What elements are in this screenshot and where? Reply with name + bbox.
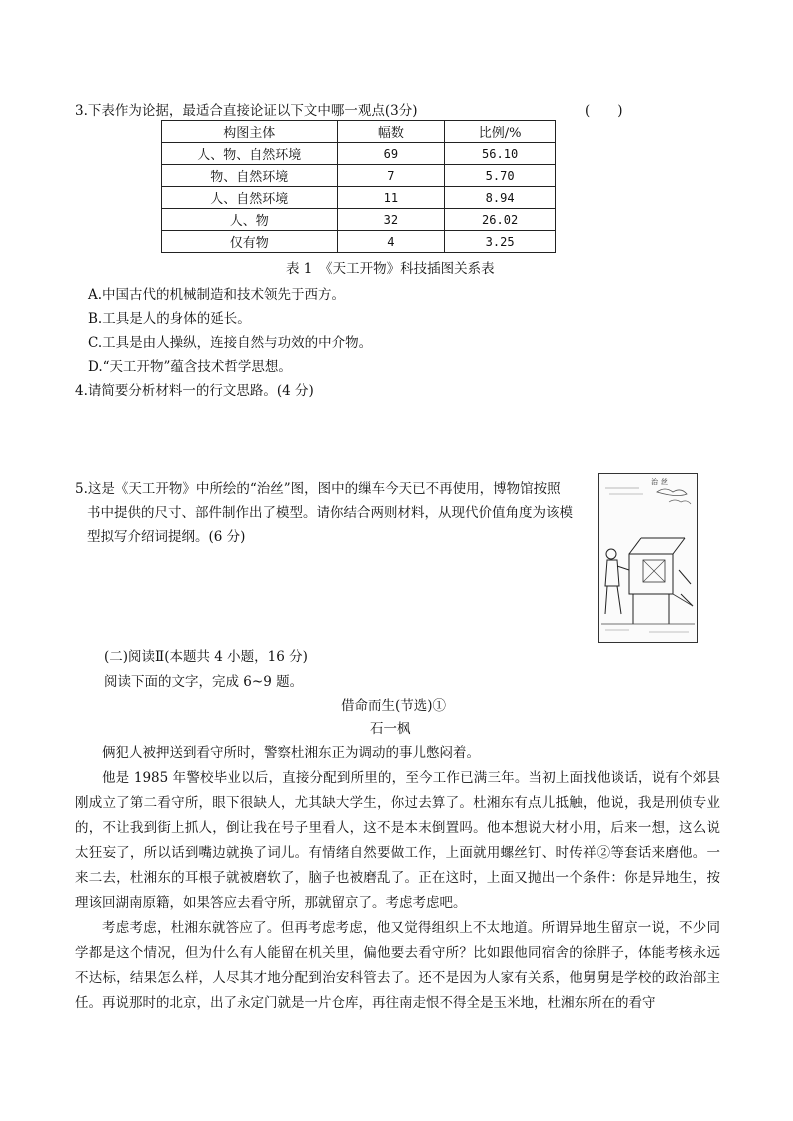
silk-reeling-illustration <box>598 473 698 643</box>
table-cell: 8.94 <box>445 187 556 209</box>
table-cell: 人、物 <box>162 209 338 231</box>
q4-stem: 4.请简要分析材料一的行文思路。(4 分) <box>75 383 314 399</box>
option-c[interactable]: C.工具是由人操纵，连接自然与功效的中介物。 <box>88 335 373 351</box>
q5-line-2: 书中提供的尺寸、部件制作出了模型。请你结合两则材料，从现代价值角度为该模 <box>87 505 573 521</box>
option-d[interactable]: D.“天工开物”蕴含技术哲学思想。 <box>88 359 292 375</box>
table-cell: 人、物、自然环境 <box>162 143 338 165</box>
passage-author: 石一枫 <box>370 721 411 737</box>
table-cell: 人、自然环境 <box>162 187 338 209</box>
q5-line-3: 型拟写介绍词提纲。(6 分) <box>87 529 246 545</box>
table-header-cell: 比例/% <box>445 121 556 143</box>
passage-body <box>75 741 720 1016</box>
reading-instruction: 阅读下面的文字，完成 6~9 题。 <box>104 674 304 690</box>
table-cell: 11 <box>337 187 445 209</box>
table-row <box>162 187 556 209</box>
table-row <box>162 209 556 231</box>
table-cell: 仅有物 <box>162 231 338 253</box>
table-cell: 32 <box>337 209 445 231</box>
table-cell: 5.70 <box>445 165 556 187</box>
table-cell: 3.25 <box>445 231 556 253</box>
table-cell: 26.02 <box>445 209 556 231</box>
section-heading: (二)阅读Ⅱ(本题共 4 小题，16 分) <box>104 649 308 665</box>
q5-line-1: 5.这是《天工开物》中所绘的“治丝”图，图中的缫车今天已不再使用，博物馆按照 <box>75 481 561 497</box>
passage-paragraph: 俩犯人被押送到看守所时，警察杜湘东正为调动的事儿憋闷着。 <box>102 745 480 761</box>
table-cell: 物、自然环境 <box>162 165 338 187</box>
table-row <box>162 231 556 253</box>
table-cell: 56.10 <box>445 143 556 165</box>
table-header-row <box>162 121 556 143</box>
option-b[interactable]: B.工具是人的身体的延长。 <box>88 311 251 327</box>
q3-answer-blank[interactable]: ( ) <box>585 103 623 119</box>
table-row <box>162 165 556 187</box>
table-header-cell: 构图主体 <box>162 121 338 143</box>
table-cell: 7 <box>337 165 445 187</box>
passage-title: 借命而生(节选)① <box>341 698 447 714</box>
table-caption: 表 1 《天工开物》科技插图关系表 <box>286 261 495 277</box>
q3-stem: 3.下表作为论据，最适合直接论证以下文中哪一观点(3分) <box>75 103 418 119</box>
data-table <box>161 120 556 253</box>
table-header-cell: 幅数 <box>337 121 445 143</box>
option-a[interactable]: A.中国古代的机械制造和技术领先于西方。 <box>88 287 346 303</box>
passage-paragraph: 考虑考虑，杜湘东就答应了。但再考虑考虑，他又觉得组织上不太地道。所谓异地生留京一说，不少同学都是这个情况，但为什么有人能留在机关里，偏他要去看守所？比如跟他同宿舍的徐胖子，体能考核永远不达标，结果怎么样，人尽其才地分配到治安科管去了。还不是因为人家有关系，他舅舅是学校的政治部主任。再说那时的北京，出了永定门就是一片仓库，再往南走恨不得全是玉米地，杜湘东所在的看守 <box>75 920 720 1011</box>
reeling-machine-drawing <box>599 474 697 642</box>
table-cell: 69 <box>337 143 445 165</box>
passage-paragraph: 他是 1985 年警校毕业以后，直接分配到所里的，至今工作已满三年。当初上面找他谈话，说有个郊县刚成立了第二看守所，眼下很缺人，尤其缺大学生，你过去算了。杜湘东有点儿抵触，他说，我是刑侦专业的，不让我到街上抓人，倒让我在号子里看人，这不是本末倒置吗。他本想说大材小用，后来一想，这么说太狂妄了，所以话到嘴边就换了词儿。有情绪自然要做工作，上面就用螺丝钉、时传祥②等套话来磨他。一来二去，杜湘东的耳根子就被磨软了，脑子也被磨乱了。正在这时，上面又抛出一个条件：你是异地生，按理该回湖南原籍，如果答应去看守所，那就留京了。考虑考虑吧。 <box>75 770 720 911</box>
illustration-caption: 治丝 <box>651 478 671 486</box>
table-row <box>162 143 556 165</box>
table-cell: 4 <box>337 231 445 253</box>
